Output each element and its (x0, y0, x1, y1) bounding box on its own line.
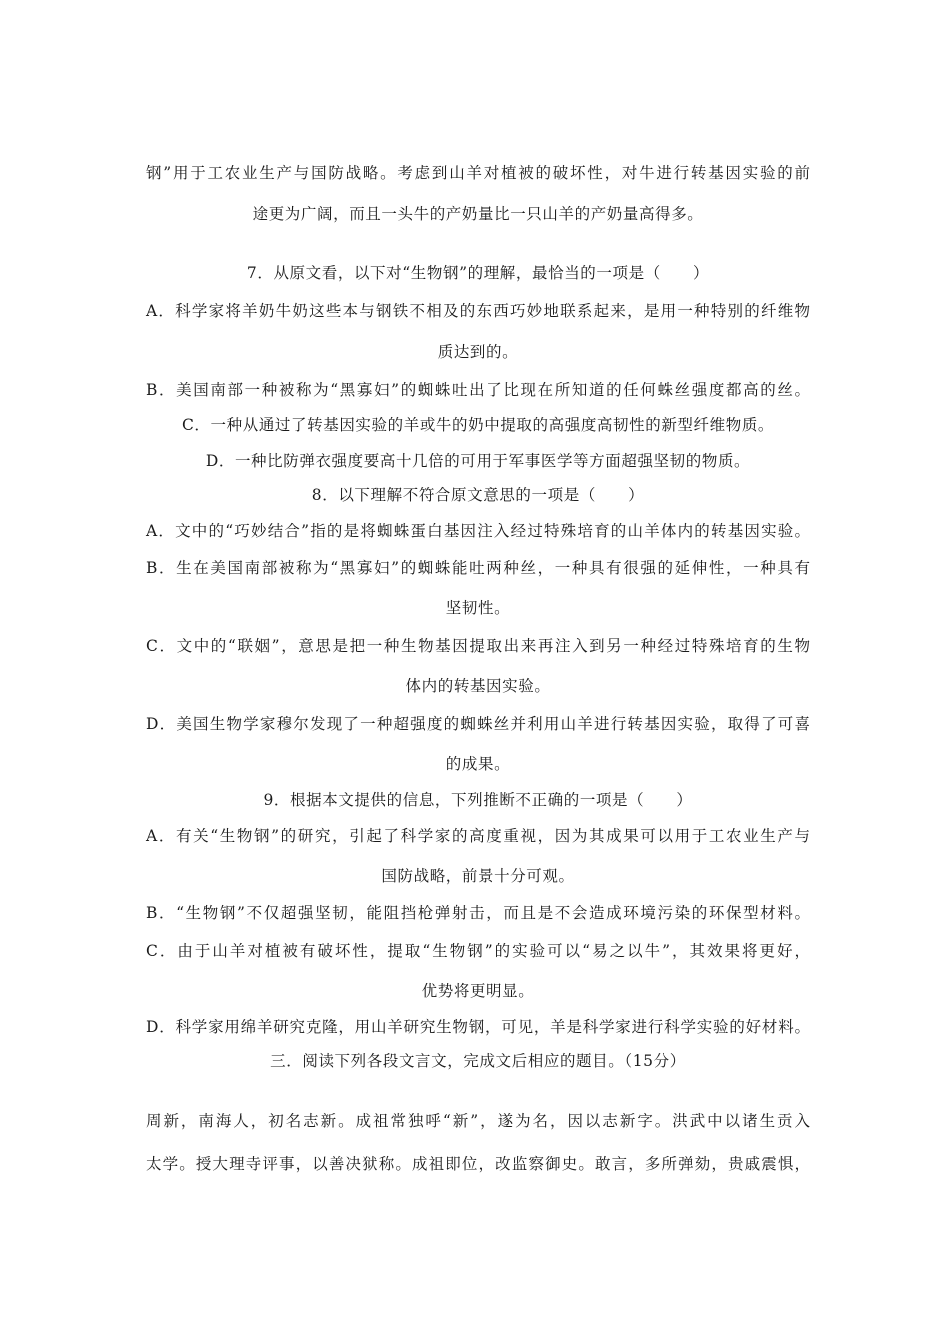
q7-option-a: A．科学家将羊奶牛奶这些本与钢铁不相及的东西巧妙地联系起来，是用一种特别的纤维物 (146, 302, 810, 320)
q9-option-c: C．由于山羊对植被有破坏性，提取“生物钢”的实验可以“易之以牛”，其效果将更好， (146, 942, 810, 960)
q7-option-b: B．美国南部一种被称为“黑寡妇”的蜘蛛吐出了比现在所知道的任何蛛丝强度都高的丝。 (146, 381, 810, 399)
passage-line: 钢”用于工农业生产与国防战略。考虑到山羊对植被的破坏性，对牛进行转基因实验的前 (146, 164, 810, 182)
q7-option-d: D．一种比防弹衣强度要高十几倍的可用于军事医学等方面超强坚韧的物质。 (205, 452, 751, 470)
q9-option-d: D．科学家用绵羊研究克隆，用山羊研究生物钢，可见，羊是科学家进行科学实验的好材料。 (146, 1018, 810, 1036)
q8-option-b: B．生在美国南部被称为“黑寡妇”的蜘蛛能吐两种丝，一种具有很强的延伸性，一种具有 (146, 559, 810, 577)
section-3-heading: 三．阅读下列各段文言文，完成文后相应的题目。（15分） (270, 1052, 686, 1070)
classical-passage-line: 周新，南海人，初名志新。成祖常独呼“新”，遂为名，因以志新字。洪武中以诸生贡入 (146, 1112, 810, 1130)
q9-option-a: A．有关“生物钢”的研究，引起了科学家的高度重视，因为其成果可以用于工农业生产与 (146, 827, 810, 845)
q8-option-a: A．文中的“巧妙结合”指的是将蜘蛛蛋白基因注入经过特殊培育的山羊体内的转基因实验。 (146, 522, 810, 540)
question-9-stem: 9．根据本文提供的信息，下列推断不正确的一项是（ ） (263, 791, 693, 809)
q8-option-b-cont: 坚韧性。 (445, 599, 511, 617)
q9-option-c-cont: 优势将更明显。 (421, 982, 535, 1000)
passage-line: 途更为广阔，而且一头牛的产奶量比一只山羊的产奶量高得多。 (252, 205, 704, 223)
q7-option-c: C．一种从通过了转基因实验的羊或牛的奶中提取的高强度高韧性的新型纤维物质。 (181, 416, 775, 434)
classical-passage-line: 太学。授大理寺评事，以善决狱称。成祖即位，改监察御史。敢言，多所弹劾，贵戚震惧， (146, 1155, 810, 1173)
q8-option-d: D．美国生物学家穆尔发现了一种超强度的蜘蛛丝并利用山羊进行转基因实验，取得了可喜 (146, 715, 810, 733)
q9-option-b: B．“生物钢”不仅超强坚韧，能阻挡枪弹射击，而且是不会造成环境污染的环保型材料。 (146, 904, 810, 922)
q8-option-c: C．文中的“联姻”，意思是把一种生物基因提取出来再注入到另一种经过特殊培育的生物 (146, 637, 810, 655)
q8-option-d-cont: 的成果。 (445, 755, 511, 773)
question-7-stem: 7．从原文看，以下对“生物钢”的理解，最恰当的一项是（ ） (246, 264, 710, 282)
q8-option-c-cont: 体内的转基因实验。 (405, 677, 551, 695)
q7-option-a-cont: 质达到的。 (437, 343, 519, 361)
question-8-stem: 8．以下理解不符合原文意思的一项是（ ） (311, 486, 645, 504)
q9-option-a-cont: 国防战略，前景十分可观。 (381, 867, 575, 885)
